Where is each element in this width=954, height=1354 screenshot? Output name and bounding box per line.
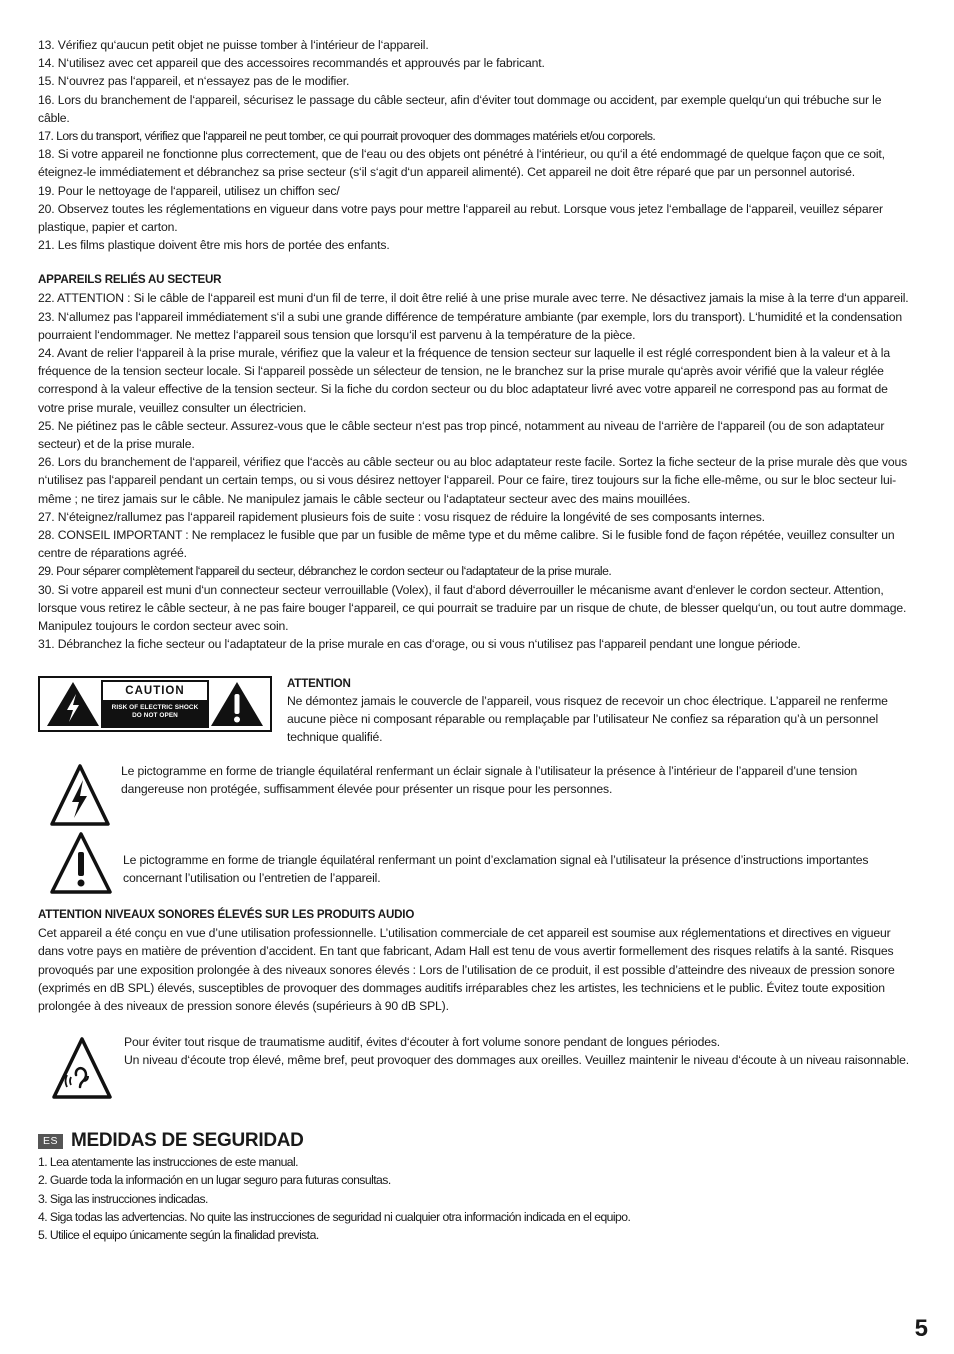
lightning-symbol-row — [38, 762, 914, 828]
caution-center — [101, 680, 209, 728]
sound-text: Cet appareil a été conçu en vue d’une utilisation professionnelle. L’utilisation commerciale de cet appareil est soumise aux réglementations et directives en vigueur dans votre pays en matière de prévention d’accident. En tant que fabricant, Adam Hall est tenu de vous avertir formellement des risques relatifs à la santé. Risques provoqués par une exposition prolongée à des niveaux sonores élevés : Lors de l’utilisation de ce produit, il est possible d’atteindre des niveaux de pression sonore (exprimés en dB SPL) élevés, susceptibles de provoquer des dommages auditifs irréparables chez les artistes, les techniciens et le public. Évitez toute exposition prolongée à des niveaux de pression sonore élevés (supérieurs à 90 dB SPL). — [38, 926, 895, 1013]
mains-section — [38, 271, 914, 653]
manual-page — [38, 36, 914, 1244]
hearing-symbol-row — [38, 1035, 914, 1101]
hearing-line-1: Pour éviter tout risque de traumatisme auditif, évites d‘écouter à fort volume sonore pendant de longues périodes. — [124, 1035, 721, 1050]
list-item: 31. Débranchez la fiche secteur ou l‘adaptateur de la prise murale en cas d‘orage, ou si vous n‘utilisez pas l‘appareil pendant une longue période. — [38, 637, 801, 652]
exclamation-triangle-icon — [209, 680, 265, 728]
exclamation-text-wrap — [123, 830, 914, 887]
section-heading: ATTENTION NIVEAUX SONORES ÉLEVÉS SUR LES PRODUITS AUDIO — [38, 908, 415, 922]
list-item: 2. Guarde toda la información en un lugar seguro para futuras consultas. — [38, 1173, 391, 1188]
list-item: 1. Lea atentamente las instrucciones de este manual. — [38, 1155, 299, 1170]
exclamation-text: Le pictogramme en forme de triangle équilatéral renfermant un point d’exclamation signal eà l’utilisateur la présence d’instructions importantes concernant l’utilisation ou l’entretien de l’appareil. — [123, 853, 869, 886]
caution-block — [38, 676, 914, 747]
hearing-warning-icon — [50, 1035, 114, 1101]
caution-label — [38, 676, 272, 732]
list-item: 26. Lors du branchement de l‘appareil, vérifiez que l‘accès au câble secteur ou au bloc adaptateur reste facile. Sortez la fiche secteur de la prise murale dès que vous n‘utilisez pas l‘appareil pendant un certain temps, ou si vous désirez nettoyer l‘appareil. Pour ce faire, tirez toujours sur la fiche elle-même, ou sur le bloc secteur lui-même ; ne tirez jamais sur le câble. Ne manipulez jamais le câble secteur ou l‘adaptateur secteur avec des mains mouillées. — [38, 455, 908, 506]
list-item: 16. Lors du branchement de l‘appareil, sécurisez le passage du câble secteur, afin d‘éviter tout dommage ou accident, par exemple quelqu‘un qui trébuche sur le câble. — [38, 92, 882, 125]
spanish-heading: MEDIDAS DE SEGURIDAD — [71, 1130, 304, 1152]
list-item: 5. Utilice el equipo únicamente según la finalidad prevista. — [38, 1227, 319, 1242]
list-item: 20. Observez toutes les réglementations en vigueur dans votre pays pour mettre l‘appareil au rebut. Lorsque vous jetez l‘emballage de l‘appareil, veuillez séparer plastique, papier et carton. — [38, 201, 883, 235]
list-item: 13. Vérifiez qu‘aucun petit objet ne puisse tomber à l‘intérieur de l‘appareil. — [38, 38, 429, 52]
list-item: 21. Les films plastique doivent être mis hors de portée des enfants. — [38, 238, 390, 253]
hearing-text-wrap — [124, 1033, 914, 1069]
list-item: 3. Siga las instrucciones indicadas. — [38, 1191, 208, 1206]
list-item: 18. Si votre appareil ne fonctionne plus correctement, que de l‘eau ou des objets ont pénétré à l‘intérieur, ou qu‘il a été endommagé de quelque façon que ce soit, éteignez-le immédiatement et débranchez sa prise secteur (s‘il s‘agit d‘un appareil alimenté). Cet appareil ne doit être réparé que par un personnel autorisé. — [38, 147, 885, 180]
french-items-top — [38, 36, 914, 254]
list-item: 30. Si votre appareil est muni d‘un connecteur secteur verrouillable (Volex), il faut d‘abord déverrouiller le mécanisme avant d‘enlever le cordon secteur. Attention, lorsque vous retirez le câble secteur, à ne pas faire bouger l‘appareil, ce qui pourrait se traduire par un risque de chute, de blesser quelqu‘un, ou tout autre dommage. Manipulez toujours le cordon secteur avec soin. — [38, 582, 907, 634]
page-number: 5 — [914, 1315, 928, 1342]
spanish-items — [38, 1153, 914, 1244]
attention-heading: ATTENTION — [287, 676, 351, 690]
list-item: 19. Pour le nettoyage de l‘appareil, utilisez un chiffon sec/ — [38, 183, 340, 198]
list-item: 17. Lors du transport, vérifiez que l‘appareil ne peut tomber, ce qui pourrait provoquer des dommages matériels et/ou corporels. — [38, 129, 656, 144]
list-item: 27. N‘éteignez/rallumez pas l‘appareil rapidement plusieurs fois de suite : vosu risquez de réduire la longévité de ses composants internes. — [38, 509, 765, 524]
lightning-triangle-icon — [45, 680, 101, 728]
caution-line-2: DO NOT OPEN — [132, 711, 178, 719]
sound-section — [38, 906, 914, 1015]
lightning-warning-icon — [48, 762, 112, 828]
exclamation-warning-icon — [48, 830, 114, 896]
list-item: 29. Pour séparer complètement l‘appareil du secteur, débranchez le cordon secteur ou l‘adaptateur de la prise murale. — [38, 564, 612, 579]
section-heading: APPAREILS RELIÉS AU SECTEUR — [38, 273, 222, 287]
list-item: 25. Ne piétinez pas le câble secteur. Assurez-vous que le câble secteur n‘est pas trop pincé, notamment au niveau de l‘arrière de l‘appareil (ou de son adaptateur secteur) et de la prise murale. — [38, 418, 885, 452]
list-item: 22. ATTENTION : Si le câble de l‘appareil est muni d‘un fil de terre, il doit être relié à une prise murale avec terre. Ne désactivez jamais la mise à la terre d‘un appareil. — [38, 291, 909, 306]
attention-text: Ne démontez jamais le couvercle de l’appareil, vous risquez de recevoir un choc électrique. L’appareil ne renferme aucune pièce ni composant réparable ou remplaçable par l’utilisateur Ne confiez sa réparation qu’à un personnel technique qualifié. — [287, 693, 888, 744]
caution-title: CAUTION — [103, 682, 207, 700]
hearing-line-2: Un niveau d‘écoute trop élevé, même bref, peut provoquer des dommages aux oreilles. Veuillez maintenir le niveau d‘écoute à un niveau raisonnable. — [124, 1053, 909, 1068]
spanish-section-title — [38, 1129, 914, 1153]
lightning-text: Le pictogramme en forme de triangle équilatéral renfermant un éclair signale à l’utilisateur la présence à l’intérieur de l’appareil d’une tension dangereuse non protégée, suffisamment élevée pour présenter un risque pour les personnes. — [121, 764, 858, 797]
list-item: 23. N‘allumez pas l‘appareil immédiatement s‘il a subi une grande différence de température ambiante (par exemple, lors du transport). L‘humidité et la condensation pourraient l‘endommager. Ne mettez l‘appareil sous tension que lorsqu‘il est parvenu à la température de la pièce. — [38, 309, 902, 342]
language-badge: ES — [38, 1134, 63, 1149]
lightning-text-wrap — [121, 762, 914, 798]
exclamation-symbol-row — [38, 830, 914, 896]
list-item: 4. Siga todas las advertencias. No quite las instrucciones de seguridad ni cualquier otra información indicada en el equipo. — [38, 1209, 631, 1224]
list-item: 15. N‘ouvrez pas l‘appareil, et n‘essayez pas de le modifier. — [38, 74, 350, 89]
list-item: 28. CONSEIL IMPORTANT : Ne remplacez le fusible que par un fusible de même type et du même calibre. Si le fusible fond de façon répétée, veuillez consulter un centre de réparations agréé. — [38, 528, 895, 561]
list-item: 24. Avant de relier l‘appareil à la prise murale, vérifiez que la valeur et la fréquence de tension secteur sur laquelle il est réglé correspondent bien à la valeur et à la fréquence de la tension secteur locale. Si l‘appareil possède un sélecteur de tension, ne le branchez sur la prise murale qu‘après avoir vérifié que la valeur réglée correspond à la valeur effective de la tension secteur. Si la fiche du cordon secteur ou du bloc adaptateur livré avec votre appareil ne correspond pas au format de votre prise murale, veuillez consulter un électricien. — [38, 346, 890, 415]
list-item: 14. N‘utilisez avec cet appareil que des accessoires recommandés et approuvés par le fabricant. — [38, 56, 545, 71]
caution-line-1: RISK OF ELECTRIC SHOCK — [111, 703, 199, 711]
attention-block — [287, 676, 914, 747]
caution-subtitle — [112, 704, 199, 720]
